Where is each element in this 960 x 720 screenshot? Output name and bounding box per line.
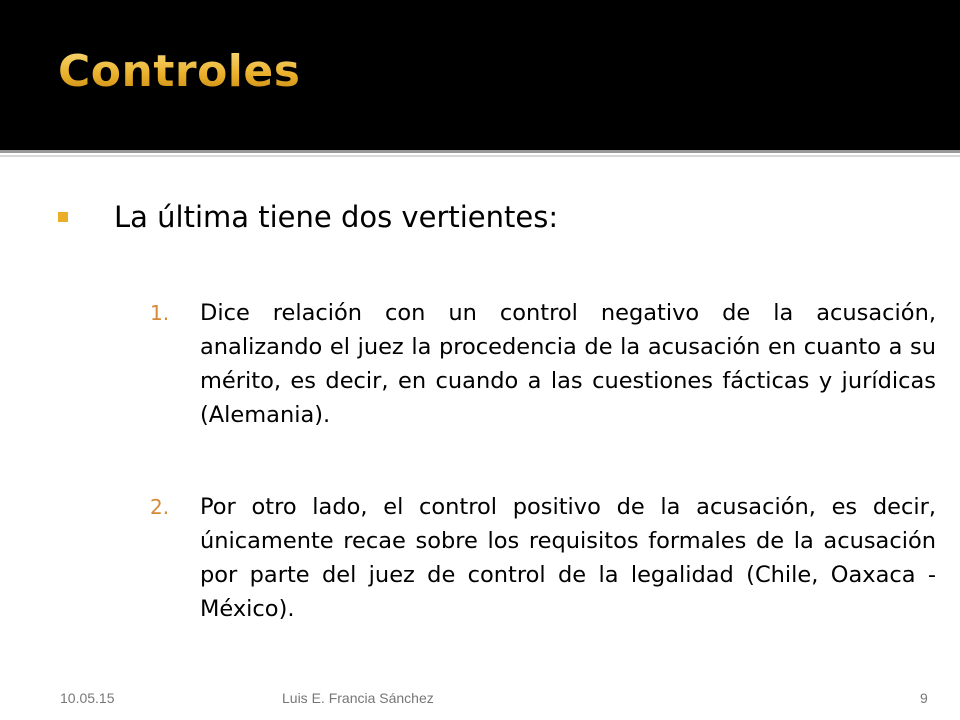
bullet-text: La última tiene dos vertientes:	[114, 200, 559, 234]
title-divider	[0, 150, 960, 153]
item-text: Por otro lado, el control positivo de la acusación, es decir, únicamente recae sobre los requisitos formales de la acusación por parte del juez de control de la legalidad (Chile, Oaxaca - México).	[200, 494, 936, 622]
title-divider-light	[0, 155, 960, 157]
numbered-item-2	[150, 490, 936, 626]
footer-page-number: 9	[920, 690, 928, 706]
item-text: Dice relación con un control negativo de la acusación, analizando el juez la procedencia de la acusación en cuanto a su mérito, es decir, en cuando a las cuestiones fácticas y jurídicas (Alemania).	[200, 300, 936, 428]
bullet-item	[58, 200, 558, 234]
numbered-item-1	[150, 296, 936, 432]
square-bullet-icon	[58, 212, 68, 222]
item-number: 2.	[150, 495, 170, 519]
title-bar	[0, 0, 960, 150]
item-number: 1.	[150, 301, 170, 325]
footer-author: Luis E. Francia Sánchez	[282, 690, 434, 706]
slide-title: Controles	[58, 46, 301, 97]
footer-date: 10.05.15	[60, 690, 115, 706]
